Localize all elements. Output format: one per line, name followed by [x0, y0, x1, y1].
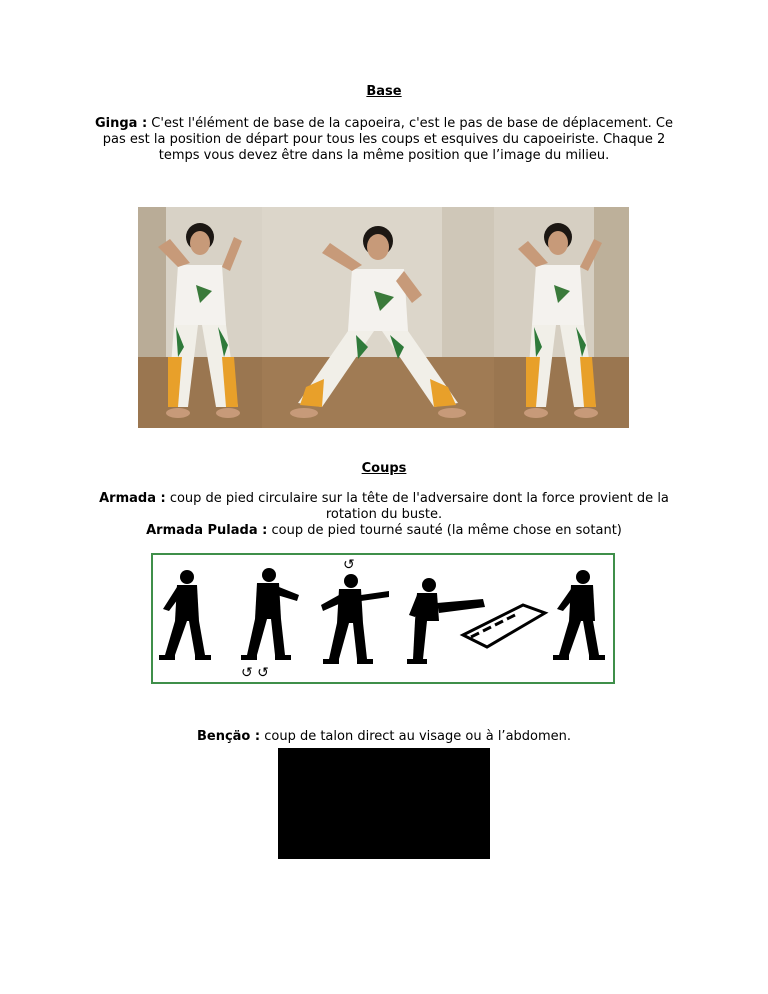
- armada-motion-trail: [463, 605, 545, 647]
- bencao-line: [40, 729, 728, 745]
- ginga-photo-middle: [262, 207, 494, 428]
- armada-term: Armada :: [99, 491, 166, 506]
- armada-text-1: coup de pied circulaire sur la tête de l'adversaire dont la force provient de la: [165, 491, 669, 506]
- armada-pulada-text: coup de pied tourné sauté (la même chose en sotant): [267, 523, 622, 538]
- base-heading: Base: [366, 84, 402, 99]
- armada-figure-5: [553, 570, 605, 660]
- armada-figure-2: [241, 568, 299, 681]
- armada-animation-box: [151, 553, 615, 684]
- ginga-line-1: [40, 116, 728, 132]
- ginga-line-2: pas est la position de départ pour tous les coups et esquives du capoeiriste. Chaque 2: [102, 132, 666, 147]
- armada-figure-1: [159, 570, 211, 660]
- ginga-photo-right: [494, 207, 629, 428]
- ginga-term: Ginga :: [94, 116, 148, 131]
- armada-line-2: rotation du buste.: [325, 507, 443, 522]
- bencao-paragraph: [40, 729, 728, 745]
- ginga-paragraph: [40, 116, 728, 164]
- armada-pulada-term: Armada Pulada :: [146, 523, 268, 538]
- armada-figure-4: [407, 578, 485, 664]
- bencao-image-placeholder: [278, 748, 490, 859]
- coups-heading: Coups: [361, 461, 407, 476]
- armada-pulada-line: [40, 523, 728, 539]
- bencao-text: coup de talon direct au visage ou à l’abdomen.: [260, 729, 572, 744]
- ginga-text-1: C'est l'élément de base de la capoeira, c'est le pas de base de déplacement. Ce: [147, 116, 674, 131]
- armada-line-1: [40, 491, 728, 507]
- armada-paragraph: [40, 491, 728, 539]
- ginga-photo-strip: [138, 207, 629, 428]
- svg-text:↺: ↺: [343, 557, 355, 573]
- ginga-line-3: temps vous devez être dans la même position que l’image du milieu.: [158, 148, 610, 163]
- armada-figure-3: [321, 557, 389, 664]
- svg-text:↺ ↺: ↺ ↺: [241, 665, 269, 681]
- ginga-photo-left: [138, 207, 262, 428]
- bencao-term: Bençäo :: [196, 729, 261, 744]
